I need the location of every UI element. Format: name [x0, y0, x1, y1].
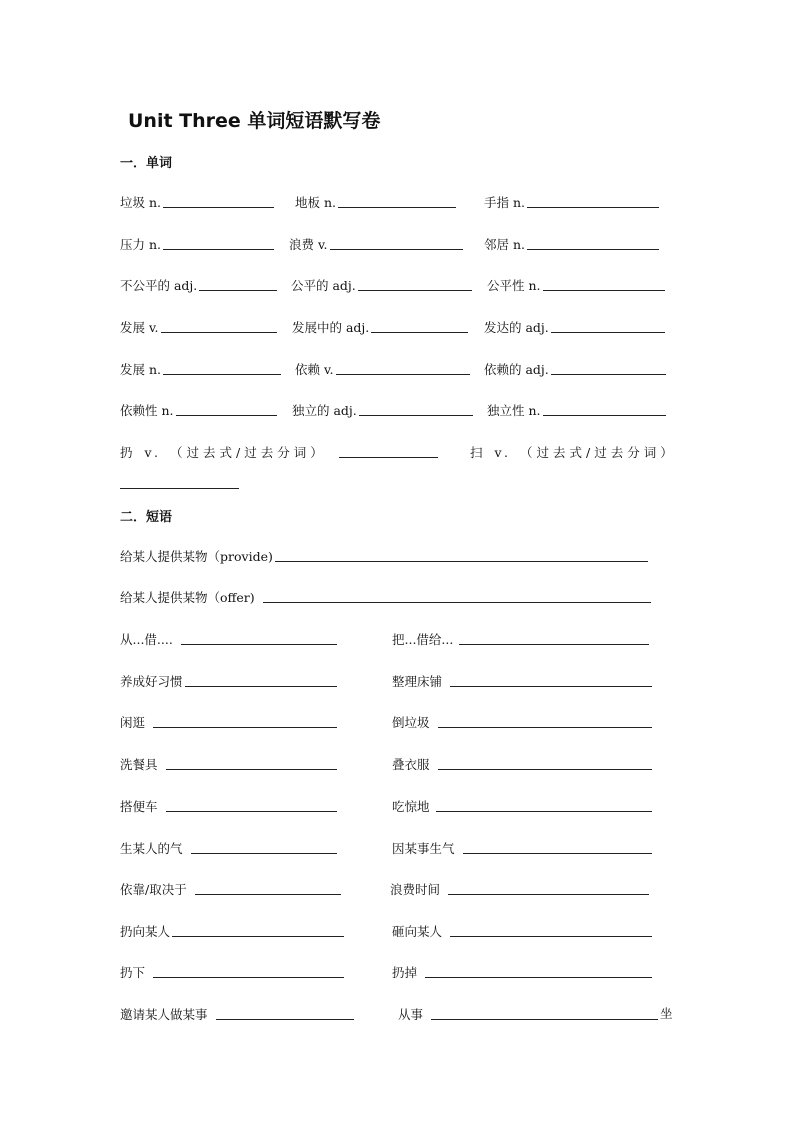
word-item: 依赖性 n. — [120, 399, 277, 419]
word-item: 手指 n. — [484, 191, 659, 211]
throw-past-forms: 扔 v. （过去式/过去分词） — [120, 441, 438, 461]
answer-line[interactable] — [448, 894, 649, 895]
word-item: 公平性 n. — [487, 274, 665, 294]
answer-line[interactable] — [275, 561, 648, 562]
answer-line[interactable] — [195, 894, 341, 895]
phrase-item: 邀请某人做某事 — [120, 1003, 354, 1023]
word-item: 地板 n. — [295, 191, 456, 211]
answer-line[interactable] — [551, 374, 666, 375]
answer-line[interactable] — [436, 811, 652, 812]
answer-line[interactable] — [216, 1019, 354, 1020]
phrase-item: 给某人提供某物（offer) — [120, 586, 651, 606]
word-item: 发展中的 adj. — [292, 316, 468, 336]
answer-line[interactable] — [339, 457, 438, 458]
word-item: 独立性 n. — [487, 399, 666, 419]
page-title: Unit Three 单词短语默写卷 — [128, 110, 381, 132]
word-item: 发达的 adj. — [484, 316, 665, 336]
phrase-item: 养成好习惯 — [120, 670, 337, 690]
answer-line[interactable] — [163, 374, 281, 375]
answer-line[interactable] — [185, 686, 337, 687]
phrase-item: 倒垃圾 — [392, 711, 652, 731]
phrase-item: 扔向某人 — [120, 920, 344, 940]
phrase-item: 因某事生气 — [392, 837, 652, 857]
answer-line[interactable] — [176, 415, 278, 416]
sweep-past-forms: 扫 v. （过去式/过去分词） — [470, 445, 677, 460]
phrase-item: 叠衣服 — [392, 753, 652, 773]
answer-line[interactable] — [166, 811, 337, 812]
answer-line[interactable] — [358, 290, 472, 291]
section-words-heading: 一．单词 — [120, 156, 173, 171]
word-item: 发展 v. — [120, 316, 277, 336]
word-item: 依赖 v. — [295, 358, 470, 378]
answer-line[interactable] — [527, 249, 659, 250]
answer-line[interactable] — [450, 936, 652, 937]
word-item: 垃圾 n. — [120, 191, 274, 211]
word-item: 不公平的 adj. — [120, 274, 277, 294]
answer-line[interactable] — [199, 290, 277, 291]
answer-line[interactable] — [438, 727, 652, 728]
phrase-item: 把...借给... — [392, 628, 649, 648]
word-item: 发展 n. — [120, 358, 281, 378]
word-item: 独立的 adj. — [292, 399, 473, 419]
phrase-item: 从...借.... — [120, 628, 337, 648]
answer-line[interactable] — [153, 727, 337, 728]
answer-line[interactable] — [359, 415, 473, 416]
answer-line[interactable] — [338, 207, 456, 208]
answer-line[interactable] — [459, 644, 649, 645]
answer-line[interactable] — [330, 249, 463, 250]
answer-line[interactable] — [438, 769, 652, 770]
answer-line[interactable] — [181, 644, 337, 645]
answer-line[interactable] — [551, 332, 665, 333]
answer-line[interactable] — [163, 249, 274, 250]
answer-line[interactable] — [153, 977, 344, 978]
phrase-item: 浪费时间 — [390, 878, 649, 898]
answer-line[interactable] — [463, 853, 652, 854]
word-item: 依赖的 adj. — [484, 358, 666, 378]
answer-line[interactable] — [431, 1019, 658, 1020]
phrase-item: 闲逛 — [120, 711, 337, 731]
word-item: 浪费 v. — [289, 233, 463, 253]
answer-line[interactable] — [163, 207, 274, 208]
phrase-item: 从事 — [398, 1003, 658, 1023]
answer-line[interactable] — [450, 686, 652, 687]
phrase-item: 扔掉 — [392, 961, 652, 981]
answer-line[interactable] — [166, 769, 337, 770]
phrase-item: 洗餐具 — [120, 753, 337, 773]
phrase-item: 依靠/取决于 — [120, 878, 341, 898]
answer-line[interactable] — [543, 290, 666, 291]
answer-line[interactable] — [371, 332, 468, 333]
phrase-item: 搭便车 — [120, 795, 337, 815]
phrase-item: 生某人的气 — [120, 837, 337, 857]
answer-line[interactable] — [527, 207, 659, 208]
answer-line[interactable] — [191, 853, 337, 854]
answer-line[interactable] — [543, 415, 667, 416]
section-phrases-heading: 二．短语 — [120, 510, 173, 525]
answer-line[interactable] — [263, 602, 651, 603]
phrase-item: 砸向某人 — [392, 920, 652, 940]
phrase-item: 扔下 — [120, 961, 344, 981]
word-item: 压力 n. — [120, 233, 274, 253]
answer-line[interactable] — [120, 488, 239, 489]
phrase-item: 吃惊地 — [392, 795, 652, 815]
answer-line[interactable] — [161, 332, 277, 333]
phrase-item: 给某人提供某物（provide) — [120, 545, 648, 565]
answer-line[interactable] — [425, 977, 652, 978]
word-item: 公平的 adj. — [291, 274, 472, 294]
answer-line[interactable] — [336, 374, 470, 375]
phrase-item: 整理床铺 — [392, 670, 652, 690]
answer-line[interactable] — [172, 936, 344, 937]
trailing-text: 坐 — [660, 1006, 673, 1021]
word-item: 邻居 n. — [484, 233, 659, 253]
